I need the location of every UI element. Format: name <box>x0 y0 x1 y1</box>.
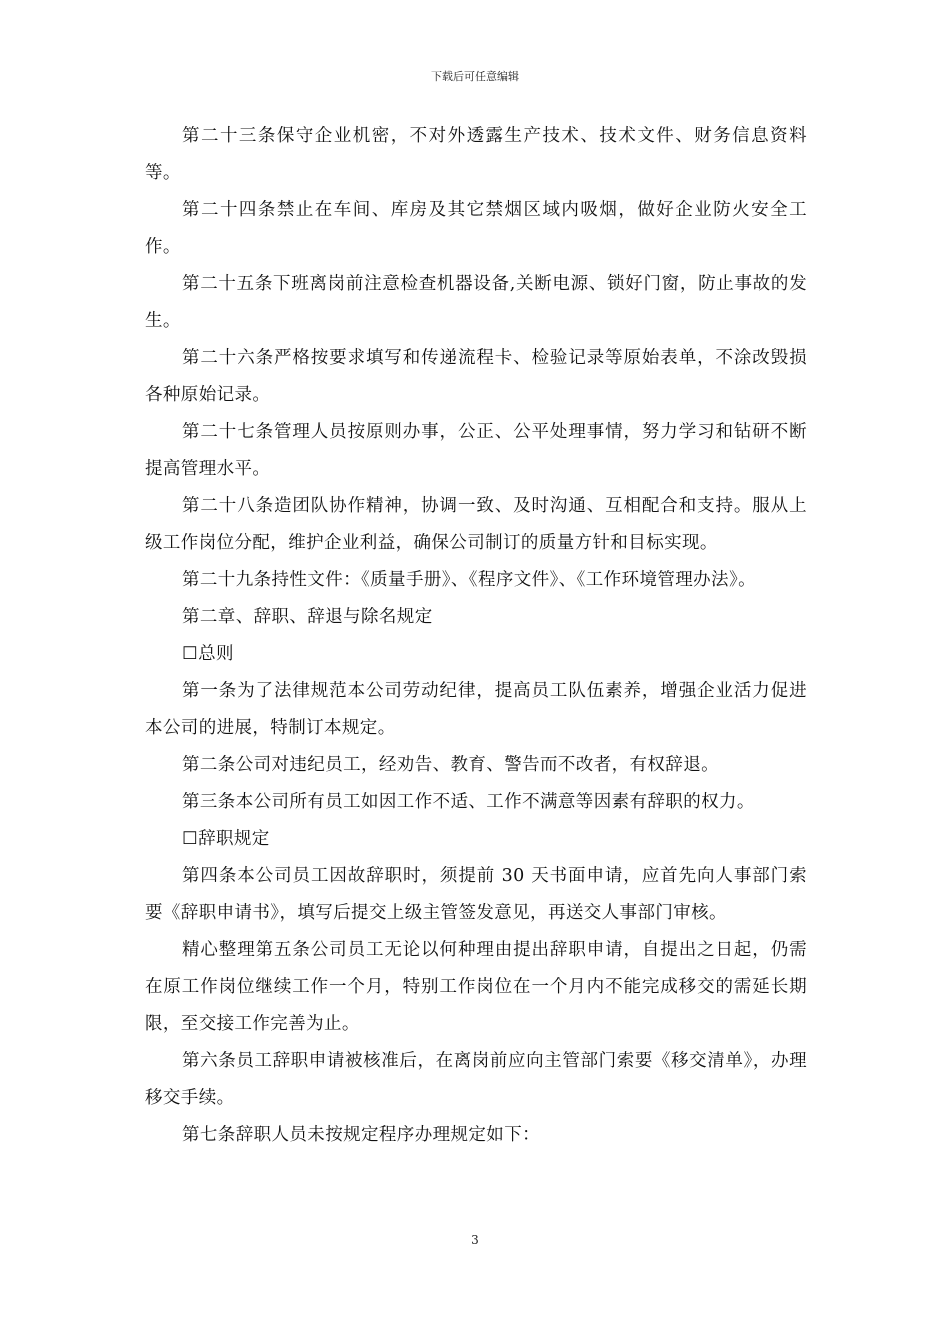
paragraph-article-23: 第二十三条保守企业机密，不对外透露生产技术、技术文件、财务信息资料等。 <box>145 126 807 183</box>
paragraph-article-24: 第二十四条禁止在车间、库房及其它禁烟区域内吸烟，做好企业防火安全工作。 <box>145 200 807 257</box>
paragraph-article-27: 第二十七条管理人员按原则办事，公正、公平处理事情，努力学习和钻研不断提高管理水平。 <box>145 422 807 479</box>
chapter-heading: 第二章、辞职、辞退与除名规定 <box>182 607 433 627</box>
paragraph-article-6: 第六条员工辞职申请被核准后，在离岗前应向主管部门索要《移交清单》，办理移交手续。 <box>145 1051 807 1108</box>
section-general: ☐总则 <box>182 644 234 664</box>
paragraph-article-7: 第七条辞职人员未按规定程序办理规定如下： <box>182 1125 540 1145</box>
paragraph-article-5: 精心整理第五条公司员工无论以何种理由提出辞职申请，自提出之日起，仍需在原工作岗位继续工作一个月，特别工作岗位在一个月内不能完成移交的需延长期限，至交接工作完善为止。 <box>145 940 807 1034</box>
paragraph-article-29: 第二十九条持性文件：《质量手册》、《程序文件》、《工作环境管理办法》。 <box>182 570 756 590</box>
paragraph-article-4: 第四条本公司员工因故辞职时，须提前 30 天书面申请，应首先向人事部门索要《辞职申请书》，填写后提交上级主管签发意见，再送交人事部门审核。 <box>145 866 807 923</box>
page-header: 下载后可任意编辑 <box>431 70 519 83</box>
document-body <box>145 118 807 1154</box>
paragraph-article-28: 第二十八条造团队协作精神，协调一致、及时沟通、互相配合和支持。服从上级工作岗位分配，维护企业利益，确保公司制订的质量方针和目标实现。 <box>145 496 807 553</box>
paragraph-article-1: 第一条为了法律规范本公司劳动纪律，提高员工队伍素养，增强企业活力促进本公司的进展，特制订本规定。 <box>145 681 807 738</box>
paragraph-article-25: 第二十五条下班离岗前注意检查机器设备,关断电源、锁好门窗，防止事故的发生。 <box>145 274 807 331</box>
paragraph-article-3: 第三条本公司所有员工如因工作不适、工作不满意等因素有辞职的权力。 <box>182 792 755 812</box>
paragraph-article-26: 第二十六条严格按要求填写和传递流程卡、检验记录等原始表单，不涂改毁损各种原始记录。 <box>145 348 807 405</box>
section-resignation: ☐辞职规定 <box>182 829 270 849</box>
page-number: 3 <box>471 1233 479 1247</box>
paragraph-article-2: 第二条公司对违纪员工，经劝告、教育、警告而不改者，有权辞退。 <box>182 755 719 775</box>
